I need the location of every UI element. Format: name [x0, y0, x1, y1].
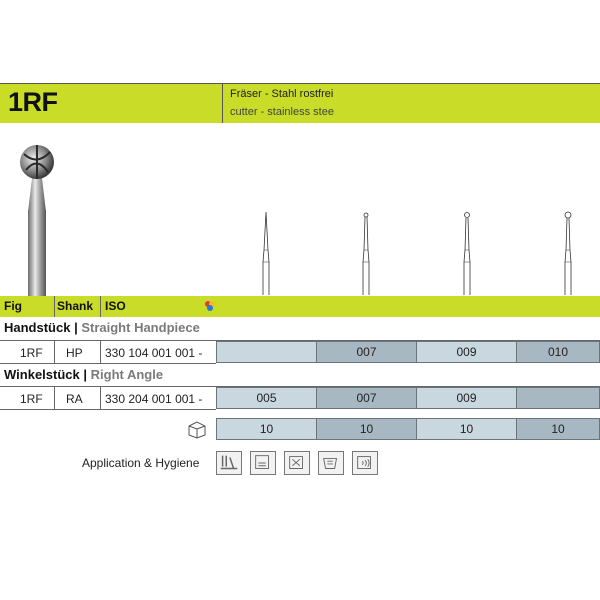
bur-sketch-size-1: [254, 210, 278, 295]
row-divider: [0, 363, 216, 364]
size-cell: 009: [416, 387, 517, 409]
row-shank: HP: [66, 346, 83, 360]
bur-photo: [14, 132, 84, 297]
size-cell: 007: [316, 341, 417, 363]
sterilizer-icon: [284, 451, 310, 475]
bur-sketch-size-2: [354, 210, 378, 295]
row-shank: RA: [66, 392, 83, 406]
description-german: Fräser - Stahl rostfrei: [230, 88, 334, 100]
column-header-fig: Fig: [4, 299, 22, 313]
section-title-separator: |: [70, 320, 82, 335]
color-code-icon: [204, 299, 216, 313]
size-cell: 005: [216, 387, 317, 409]
application-hygiene-label: Application & Hygiene: [82, 456, 200, 470]
section-title-right-angle: [4, 367, 163, 382]
section-title-separator: |: [79, 367, 91, 382]
bur-sketch-size-4: [556, 210, 580, 295]
package-quantity-cell: 10: [516, 418, 600, 440]
package-box-icon: [186, 419, 208, 439]
section-title-en: Straight Handpiece: [81, 320, 200, 335]
row-divider: [0, 409, 216, 410]
cell-divider: [100, 340, 101, 363]
title-band-top-line: [0, 83, 600, 84]
disinfection-bath-icon: [318, 451, 344, 475]
package-quantity-cell: 10: [416, 418, 517, 440]
section-title-handpiece: [4, 320, 200, 335]
section-title-de: Handstück: [4, 320, 71, 335]
description-english: cutter - stainless stee: [230, 106, 334, 118]
package-quantity-cell: 10: [316, 418, 417, 440]
row-fig: 1RF: [20, 346, 43, 360]
section-title-en: Right Angle: [90, 367, 164, 382]
ultrasonic-bath-icon: [352, 451, 378, 475]
product-code: 1RF: [8, 87, 58, 117]
size-cell: 007: [316, 387, 417, 409]
cell-divider: [54, 386, 55, 409]
column-header-iso: ISO: [105, 299, 126, 313]
section-title-de: Winkelstück: [4, 367, 80, 382]
row-iso: 330 104 001 001 -: [105, 346, 203, 360]
cell-divider: [54, 340, 55, 363]
bur-sketch-size-3: [455, 210, 479, 295]
size-cell: 009: [416, 341, 517, 363]
cell-divider: [100, 386, 101, 409]
autoclave-icon: [250, 451, 276, 475]
header-divider: [54, 296, 55, 317]
column-header-shank: Shank: [57, 299, 94, 313]
package-quantity-cell: 10: [216, 418, 317, 440]
size-cell-empty: [216, 341, 317, 363]
size-cell-empty: [516, 387, 600, 409]
row-fig: 1RF: [20, 392, 43, 406]
size-cell: 010: [516, 341, 600, 363]
handpiece-icon: [216, 451, 242, 475]
row-iso: 330 204 001 001 -: [105, 392, 203, 406]
header-divider: [100, 296, 101, 317]
title-band-divider: [222, 83, 223, 123]
